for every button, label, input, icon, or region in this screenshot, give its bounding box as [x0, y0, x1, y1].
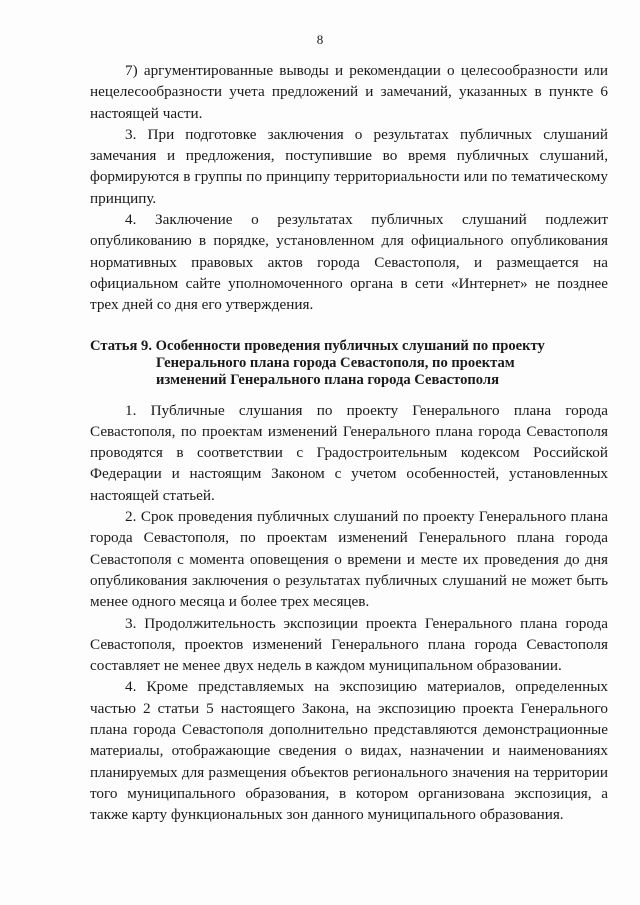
article-heading-line: Статья 9. Особенности проведения публичных слушаний по проекту	[90, 337, 545, 354]
document-body	[90, 60, 608, 826]
section-gap	[90, 316, 608, 338]
paragraph: 1. Публичные слушания по проекту Генерального плана города Севастополя, по проектам изменений Генерального плана города Севастополя проводятся в соответствии с Градостроительным кодексом Российской Федерации и настоящим Законом с учетом особенностей, установленных настоящей статьей.	[90, 401, 608, 504]
page-number: 8	[316, 32, 324, 47]
paragraph: 3. Продолжительность экспозиции проекта Генерального плана города Севастополя, проектов изменений Генерального плана города Севастополя составляет не менее двух недель в каждом муниципальном образовании.	[90, 614, 608, 675]
article-heading	[90, 338, 608, 389]
article-heading-line: Генерального плана города Севастополя, по проектам	[156, 354, 515, 371]
article-heading-line: изменений Генерального плана города Севастополя	[156, 371, 499, 388]
paragraph: 4. Кроме представляемых на экспозицию материалов, определенных частью 2 статьи 5 настоящего Закона, на экспозицию проекта Генерального плана города Севастополя дополнительно представляются демонстрационные материалы, отображающие сведения о видах, назначении и наименованиях планируемых для размещения объектов регионального значения на территории того муниципального образования, в котором организована экспозиция, а также карту функциональных зон данного муниципального образования.	[90, 678, 608, 824]
paragraph: 3. При подготовке заключения о результатах публичных слушаний замечания и предложения, поступившие во время публичных слушаний, формируются в группы по принципу территориальности или по тематическому принципу.	[90, 125, 608, 207]
paragraph: 7) аргументированные выводы и рекомендации о целесообразности или нецелесообразности учета предложений и замечаний, указанных в пункте 6 настоящей части.	[90, 62, 608, 122]
paragraph: 4. Заключение о результатах публичных слушаний подлежит опубликованию в порядке, установленном для официального опубликования нормативных правовых актов города Севастополя, и размещается на официальном сайте уполномоченного органа в сети «Интернет» не позднее трех дней со дня его утверждения.	[90, 211, 608, 314]
paragraph: 2. Срок проведения публичных слушаний по проекту Генерального плана города Севастополя, по проектам изменений Генерального плана города Севастополя с момента оповещения о времени и месте их проведения до дня опубликования заключения о результатах публичных слушаний не может быть менее одного месяца и более трех месяцев.	[90, 508, 608, 611]
